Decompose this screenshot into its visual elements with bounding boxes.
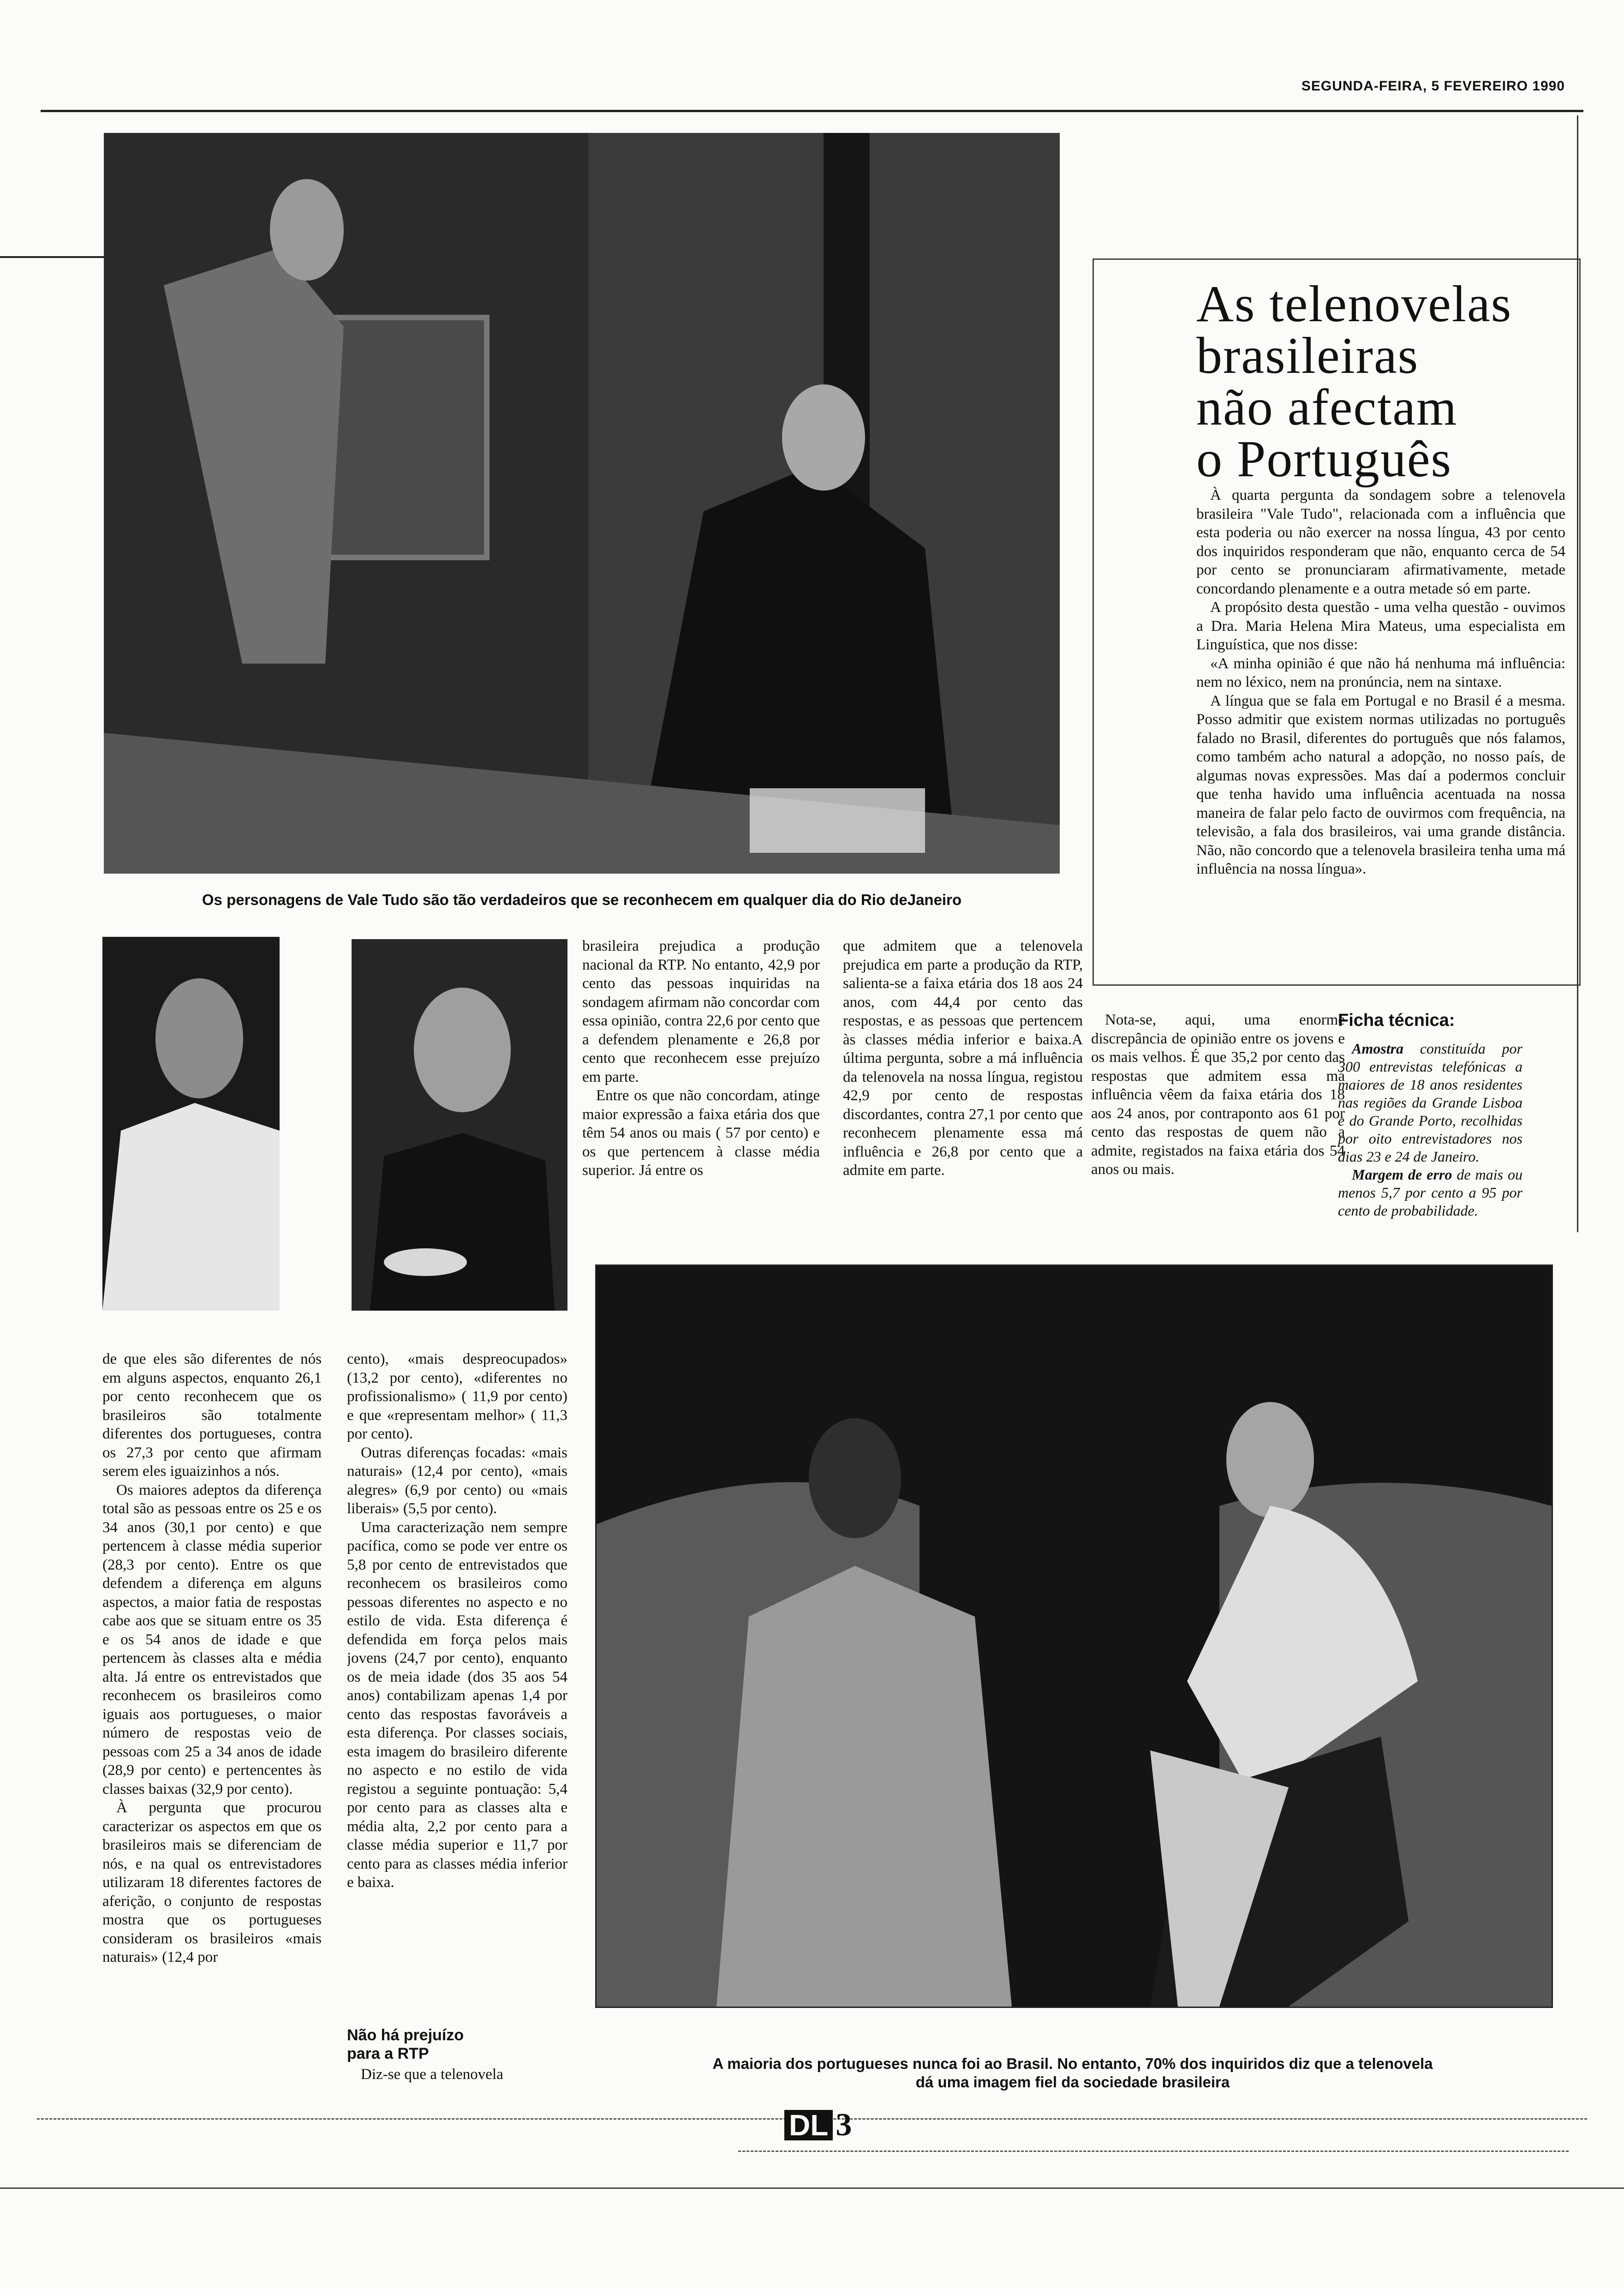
date-line: SEGUNDA-FEIRA, 5 FEVEREIRO 1990 — [1301, 78, 1565, 94]
subheading — [347, 2026, 567, 2063]
article-column-mid3 — [1091, 1011, 1345, 1251]
quote-paragraph: A língua que se fala em Portugal e no Brasil é a mesma. Posso admitir que existem normas utilizadas no português falado no Brasil, diferentes do português que nós falamos, como também acho natural a adopção, no nosso país, de algumas novas expressões. Mas daí a podermos concluir que tenha havido uma influência acentuada na nossa maneira de falar pelo facto de ouvirmos com frequência, na televisão, a fala dos brasileiros, vai uma grande distância. Não, não concordo que a telenovela brasileira tenha uma má influência na nossa língua». — [1196, 692, 1565, 877]
column-paragraph: cento), «mais despreocupados» (13,2 por cento), «diferentes no profissionalismo» ( 11,9 por cento) e que «representam melhor» ( 11,3 por cento). — [347, 1351, 567, 1442]
bottom-rule — [0, 2187, 1624, 2189]
headline-line-2: brasileiras — [1196, 327, 1419, 384]
right-border — [1577, 115, 1578, 1232]
top-photo — [104, 133, 1060, 874]
amostra-label: Amostra — [1352, 1040, 1404, 1057]
technical-sheet-title: Ficha técnica: — [1338, 1011, 1455, 1030]
headline-line-1: As telenovelas — [1196, 276, 1512, 333]
bottom-caption-line-1: A maioria dos portugueses nunca foi ao Brasil. No entanto, 70% dos inquiridos diz que a telenovela — [712, 2055, 1433, 2072]
subheading-text: Diz-se que a telenovela — [361, 2066, 503, 2083]
column-paragraph: Entre os que não concordam, atinge maior expressão a faixa etária dos que têm 54 anos ou mais ( 57 por cento) e os que pertencem à classe média superior. Já entre os — [582, 1087, 820, 1179]
amostra-text: constituída por 300 entrevistas telefónicas a maiores de 18 anos residentes nas regiões da Grande Lisboa e do Grande Porto, recolhidas por oito entrevistadores nos dias 23 e 24 de Janeiro. — [1338, 1040, 1523, 1165]
subheading-line-1: Não há prejuízo — [347, 2026, 464, 2044]
article-column-second — [347, 1350, 567, 2005]
margem-label: Margem de erro — [1352, 1166, 1452, 1183]
page-number: 3 — [836, 2107, 852, 2143]
column-paragraph: que admitem que a telenovela prejudica em parte a produção da RTP, salienta-se a faixa etária dos 18 aos 24 anos, com 44,4 por cento das respostas, e as pessoas que pertencem às classes média inferior e baixa.A última pergunta, sobre a má influência da telenovela na nossa língua, registou 42,9 por cento de respostas discordantes, contra 27,1 por cento que reconhecem plenamente essa má influência e 26,8 por cento que a admite em parte. — [843, 938, 1083, 1179]
headline-line-3: não afectam — [1196, 379, 1458, 436]
lead-text — [1196, 486, 1565, 980]
side-rule — [0, 256, 104, 258]
column-paragraph: brasileira prejudica a produção nacional da RTP. No entanto, 42,9 por cento das pessoas inquiridas na sondagem afirmam não concordar com essa opinião, contra 22,6 por cento que a defendem plenamente e 26,8 por cento que reconhecem esse prejuízo em parte. — [582, 938, 820, 1085]
lead-paragraph: A propósito desta questão - uma velha questão - ouvimos a Dra. Maria Helena Mira Mateus, uma especialista em Linguística, que nos disse: — [1196, 599, 1565, 653]
column-paragraph: de que eles são diferentes de nós em alguns aspectos, enquanto 26,1 por cento reconhecem que os brasileiros são totalmente diferentes dos portugueses, contra os 27,3 por cento que afirmam serem eles iguaizinhos a nós. — [102, 1351, 322, 1480]
portrait-photo-woman — [352, 939, 567, 1311]
bottom-photo — [595, 1264, 1553, 2008]
article-column-mid1 — [582, 937, 820, 1260]
bottom-caption-line-2: dá uma imagem fiel da sociedade brasileira — [915, 2073, 1230, 2091]
header-rule — [41, 110, 1583, 112]
column-paragraph: Nota-se, aqui, uma enorme discrepância de opinião entre os jovens e os mais velhos. É que 35,2 por cento das respostas que admitem essa má influência vêem da faixa etária dos 18 aos 24 anos, por contraponto aos 61 por cento das respostas de quem não a admite, registados na faixa etária dos 54 anos ou mais. — [1091, 1012, 1345, 1178]
footer-dashed-rule-2 — [738, 2151, 1569, 2152]
column-paragraph: Os maiores adeptos da diferença total são as pessoas entre os 25 e os 34 anos (30,1 por cento) e que pertencem à classe média superior (28,3 por cento). Entre os que defendem a diferença em alguns aspectos, a maior fatia de respostas cabe aos que se situam entre os 35 e os 54 anos de idade e que pertencem às classes alta e média alta. Já entre os entrevistados que reconhecem os brasileiros como iguais aos portugueses, o maior número de respostas veio de pessoas com 25 a 34 anos de idade (28,9 por cento) e pertencentes às classes baixas (32,9 por cento). — [102, 1481, 322, 1798]
quote-paragraph: «A minha opinião é que não há nenhuma má influência: nem no léxico, nem na pronúncia, nem na sintaxe. — [1196, 655, 1565, 690]
footer-mark — [784, 2107, 852, 2143]
publication-logo: DL — [784, 2110, 833, 2140]
column-paragraph: Outras diferenças focadas: «mais naturais» (12,4 por cento), «mais alegres» (6,9 por cento) ou «mais liberais» (5,5 por cento). — [347, 1444, 567, 1517]
article-column-left — [102, 1350, 322, 2065]
technical-sheet — [1338, 1011, 1522, 1220]
headline — [1196, 276, 1512, 488]
article-column-mid2 — [843, 937, 1083, 1260]
margem-text: de mais ou menos 5,7 por cento a 95 por cento de probabilidade. — [1338, 1166, 1523, 1219]
top-photo-caption: Os personagens de Vale Tudo são tão verdadeiros que se reconhecem em qualquer dia do Rio deJaneiro — [202, 891, 962, 908]
column-paragraph: À pergunta que procurou caracterizar os aspectos em que os brasileiros mais se diferenciam de nós, e na qual os entrevistadores utilizaram 18 diferentes factores de aferição, o conjunto de respostas mostra que os portugueses consideram os brasileiros «mais naturais» (12,4 por — [102, 1799, 322, 1965]
headline-line-4: o Português — [1196, 431, 1452, 488]
portrait-photo-man — [102, 937, 280, 1311]
bottom-photo-caption — [595, 2055, 1550, 2091]
headline-box — [1093, 258, 1581, 986]
column-paragraph: Uma caracterização nem sempre pacífica, como se pode ver entre os 5,8 por cento de entrevistados que reconhecem os brasileiros como pessoas diferentes no aspecto e no estilo de vida. Esta diferença é defendida em força pelos mais jovens (24,7 por cento), enquanto os de meia idade (dos 35 aos 54 anos) contabilizam apenas 1,4 por cento das respostas favoráveis a esta diferença. Por classes sociais, esta imagem do brasileiro diferente no aspecto e no estilo de vida registou a seguinte pontuação: 5,4 por cento para as classes alta e média alta, 2,2 por cento para a classe média superior e 11,7 por cento para as classes média inferior e baixa. — [347, 1519, 567, 1891]
lead-paragraph: À quarta pergunta da sondagem sobre a telenovela brasileira "Vale Tudo", relacionada com a influência que esta poderia ou não exercer na nossa língua, 43 por cento dos inquiridos responderam que não, enquanto cerca de 54 por cento se pronunciaram afirmativamente, metade concordando plenamente e a outra metade só em parte. — [1196, 487, 1565, 597]
subheading-line-2: para a RTP — [347, 2045, 429, 2062]
